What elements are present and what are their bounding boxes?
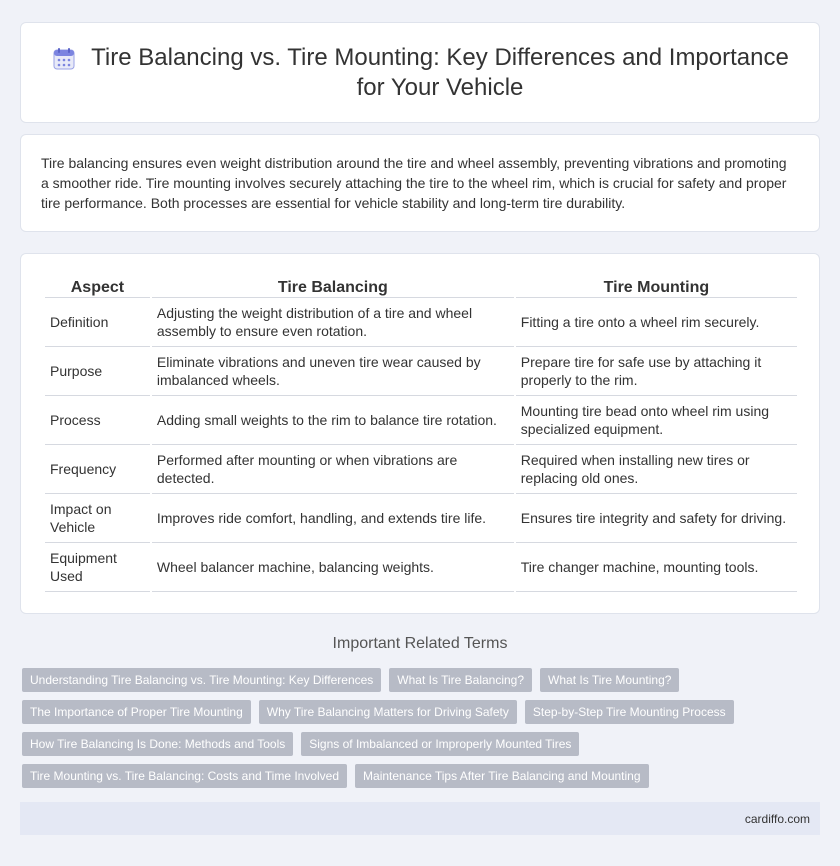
table-cell-balancing: Adjusting the weight distribution of a tire and wheel assembly to ensure even rotation. xyxy=(152,298,514,347)
calendar-icon xyxy=(52,47,76,71)
table-cell-aspect: Purpose xyxy=(45,347,150,396)
related-term-link[interactable]: Tire Mounting vs. Tire Balancing: Costs and Time Involved xyxy=(22,764,347,788)
related-term-link[interactable]: Step-by-Step Tire Mounting Process xyxy=(525,700,734,724)
table-row xyxy=(45,445,797,494)
comparison-table-card xyxy=(20,253,820,614)
table-cell-balancing: Improves ride comfort, handling, and extends tire life. xyxy=(152,494,514,543)
table-row xyxy=(45,396,797,445)
tag-row xyxy=(22,764,722,788)
table-cell-mounting: Prepare tire for safe use by attaching it properly to the rim. xyxy=(516,347,797,396)
intro-card xyxy=(20,134,820,232)
table-header-row xyxy=(45,276,797,298)
related-term-link[interactable]: What Is Tire Balancing? xyxy=(389,668,532,692)
table-cell-aspect: Impact on Vehicle xyxy=(45,494,150,543)
table-cell-aspect: Equipment Used xyxy=(45,543,150,592)
table-row xyxy=(45,543,797,592)
table-cell-aspect: Frequency xyxy=(45,445,150,494)
tag-row xyxy=(22,700,726,724)
related-term-link[interactable]: The Importance of Proper Tire Mounting xyxy=(22,700,251,724)
title-card xyxy=(20,22,820,123)
table-cell-aspect: Definition xyxy=(45,298,150,347)
page-title: Tire Balancing vs. Tire Mounting: Key Differences and Importance for Your Vehicle xyxy=(91,44,789,101)
footer xyxy=(20,802,820,835)
related-term-link[interactable]: Signs of Imbalanced or Improperly Mounted Tires xyxy=(301,732,579,756)
table-cell-mounting: Ensures tire integrity and safety for driving. xyxy=(516,494,797,543)
footer-site-link[interactable]: cardiffo.com xyxy=(744,812,810,826)
table-cell-mounting: Fitting a tire onto a wheel rim securely. xyxy=(516,298,797,347)
header-aspect: Aspect xyxy=(45,276,150,298)
comparison-table xyxy=(43,276,799,592)
related-term-link[interactable]: How Tire Balancing Is Done: Methods and Tools xyxy=(22,732,293,756)
related-term-link[interactable]: What Is Tire Mounting? xyxy=(540,668,679,692)
header-tire-mounting: Tire Mounting xyxy=(516,276,797,298)
table-row xyxy=(45,298,797,347)
table-row xyxy=(45,494,797,543)
tag-row xyxy=(22,668,722,692)
intro-paragraph: Tire balancing ensures even weight distribution around the tire and wheel assembly, preventing vibrations and promoting a smoother ride. Tire mounting involves securely attaching the tire to the wheel rim, which is crucial for safety and proper tire performance. Both processes are essential for vehicle stability and long-term tire durability. xyxy=(41,155,787,211)
related-terms-heading: Important Related Terms xyxy=(332,635,508,652)
related-term-link[interactable]: Maintenance Tips After Tire Balancing and Mounting xyxy=(355,764,649,788)
table-cell-mounting: Required when installing new tires or replacing old ones. xyxy=(516,445,797,494)
table-cell-balancing: Performed after mounting or when vibrations are detected. xyxy=(152,445,514,494)
related-terms-list xyxy=(22,668,726,796)
table-cell-balancing: Eliminate vibrations and uneven tire wear caused by imbalanced wheels. xyxy=(152,347,514,396)
related-term-link[interactable]: Why Tire Balancing Matters for Driving Safety xyxy=(259,700,517,724)
header-tire-balancing: Tire Balancing xyxy=(152,276,514,298)
table-cell-aspect: Process xyxy=(45,396,150,445)
table-cell-mounting: Mounting tire bead onto wheel rim using specialized equipment. xyxy=(516,396,797,445)
tag-row xyxy=(22,732,722,756)
table-cell-balancing: Wheel balancer machine, balancing weights. xyxy=(152,543,514,592)
related-term-link[interactable]: Understanding Tire Balancing vs. Tire Mounting: Key Differences xyxy=(22,668,381,692)
table-cell-balancing: Adding small weights to the rim to balance tire rotation. xyxy=(152,396,514,445)
table-row xyxy=(45,347,797,396)
table-cell-mounting: Tire changer machine, mounting tools. xyxy=(516,543,797,592)
